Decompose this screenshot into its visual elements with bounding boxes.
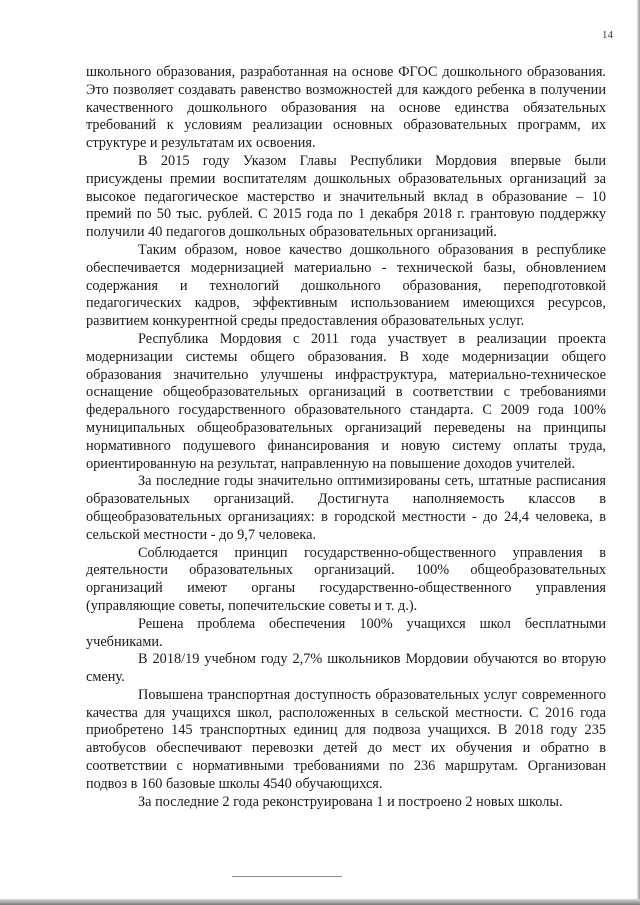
document-body bbox=[86, 64, 606, 811]
paragraph-1: школьного образования, разработанная на основе ФГОС дошкольного образования. Это позволяет создавать равенство возможностей для каждого ребенка в получении качественного дошкольного образования на основе единства обязательных требований к условиям реализации основных образовательных программ, их структуре и результатам их освоения. bbox=[86, 64, 606, 152]
page-number: 14 bbox=[602, 29, 613, 41]
paragraph-2: В 2015 году Указом Главы Республики Мордовия впервые были присуждены премии воспитателям дошкольных образовательных организаций за высокое педагогическое мастерство и значительный вклад в образование – 10 премий по 50 тыс. рублей. С 2015 года по 1 декабря 2018 г. грантовую поддержку получили 40 педагогов дошкольных образовательных организаций. bbox=[86, 152, 606, 241]
paragraph-9: Повышена транспортная доступность образовательных услуг современного качества для учащихся школ, расположенных в сельской местности. С 2016 года приобретено 145 транспортных единиц для подвоза учащихся. В 2018 году 235 автобусов обеспечивают перевозки детей до мест их обучения и обратно в соответствии с нормативными требованиями по 236 маршрутам. Организован подвоз в 160 базовые школы 4540 обучающихся. bbox=[86, 686, 606, 792]
paragraph-8: В 2018/19 учебном году 2,7% школьников Мордовии обучаются во вторую смену. bbox=[86, 651, 606, 686]
paragraph-6: Соблюдается принцип государственно-общественного управления в деятельности образовательных организаций. 100% общеобразовательных организаций имеют органы государственно-общественного управления (управляющие советы, попечительские советы и т. д.). bbox=[86, 544, 606, 614]
scan-edge-bottom bbox=[0, 899, 640, 905]
paragraph-4: Республика Мордовия с 2011 года участвует в реализации проекта модернизации системы общего образования. В ходе модернизации общего образования значительно улучшены инфраструктура, материально-техническое оснащение общеобразовательных организаций в соответствии с требованиями федерального государственного образовательного стандарта. С 2009 года 100% муниципальных общеобразовательных организаций переведены на принципы нормативного подушевого финансирования и новую систему оплаты труда, ориентированную на результат, направленную на повышение доходов учителей. bbox=[86, 330, 606, 472]
paragraph-3: Таким образом, новое качество дошкольного образования в республике обеспечивается модернизацией материально - технической базы, обновлением содержания и технологий дошкольного образования, переподготовкой педагогических кадров, эффективным использованием имеющихся ресурсов, развитием конкурентной среды предоставления образовательных услуг. bbox=[86, 241, 606, 330]
paragraph-10: За последние 2 года реконструирована 1 и построено 2 новых школы. bbox=[138, 793, 563, 810]
bottom-scan-mark bbox=[232, 876, 342, 877]
paragraph-7: Решена проблема обеспечения 100% учащихся школ бесплатными учебниками. bbox=[86, 615, 606, 650]
paragraph-5: За последние годы значительно оптимизированы сеть, штатные расписания образовательных организаций. Достигнута наполняемость классов в общеобразовательных организациях: в городской местности - до 24,4 человека, в сельской местности - до 9,7 человека. bbox=[86, 473, 606, 543]
